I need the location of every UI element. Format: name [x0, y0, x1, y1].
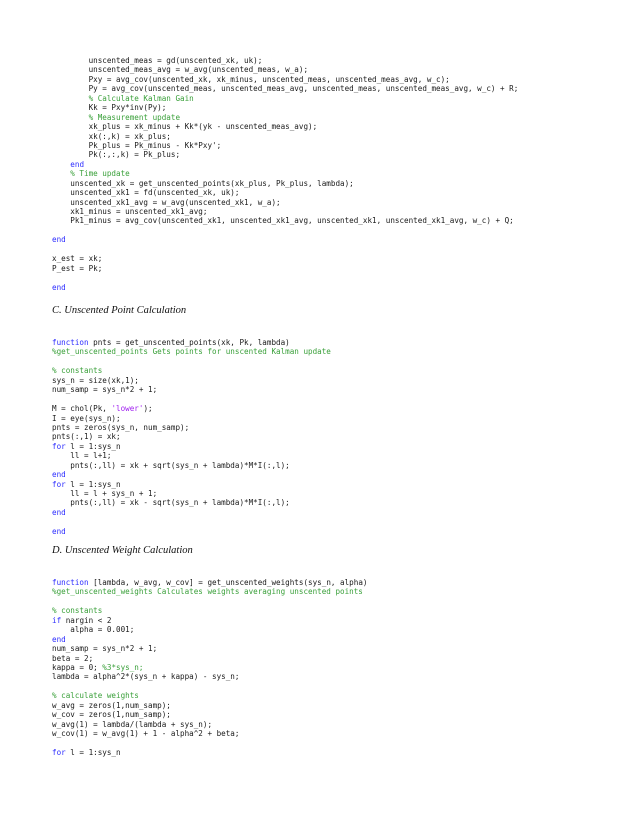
code-line [52, 357, 331, 366]
code-string: 'lower' [111, 404, 144, 414]
code-comment: % Time update [52, 169, 130, 179]
code-line [52, 701, 367, 710]
code-line [52, 625, 367, 634]
code-line [52, 188, 518, 197]
code-text: nargin < 2 [61, 615, 112, 625]
code-text: pnts(:,ll) = xk - sqrt(sys_n + lambda)*M*I(:,l); [52, 498, 290, 508]
code-text: pnts = get_unscented_points(xk, Pk, lambda) [88, 338, 290, 347]
code-line [52, 385, 331, 394]
code-line [52, 122, 518, 131]
section-heading-c: C. Unscented Point Calculation [52, 305, 187, 316]
code-text: xk(:,k) = xk_plus; [52, 131, 171, 141]
code-line [52, 395, 331, 404]
code-line [52, 691, 367, 700]
code-line [52, 587, 367, 596]
code-line [52, 216, 518, 225]
code-text: kappa = 0; [52, 662, 103, 672]
code-line [52, 508, 331, 517]
code-keyword: function [52, 338, 89, 347]
code-line [52, 347, 331, 356]
code-line [52, 682, 367, 691]
code-line [52, 84, 518, 93]
code-line [52, 635, 367, 644]
code-keyword: end [52, 282, 66, 292]
code-line [52, 720, 367, 729]
code-line [52, 710, 367, 719]
code-keyword: for [52, 747, 66, 757]
code-line [52, 461, 331, 470]
code-line [52, 729, 367, 738]
code-line [52, 132, 518, 141]
code-text: Kk = Pxy*inv(Py); [52, 103, 167, 113]
code-line [52, 663, 367, 672]
code-line [52, 616, 367, 625]
code-line [52, 198, 518, 207]
code-text: Pxy = avg_cov(unscented_xk, xk_minus, unscented_meas, unscented_meas_avg, w_c); [52, 74, 450, 84]
code-line [52, 423, 331, 432]
code-text: I = eye(sys_n); [52, 413, 121, 423]
code-comment: % constants [52, 366, 103, 376]
code-text: ll = l + sys_n + 1; [52, 489, 158, 498]
code-line [52, 226, 518, 235]
code-line [52, 235, 518, 244]
code-line [52, 160, 518, 169]
code-line [52, 169, 518, 178]
code-text: lambda = alpha^2*(sys_n + kappa) - sys_n; [52, 672, 240, 682]
code-text: Pk1_minus = avg_cov(unscented_xk1, unscented_xk1_avg, unscented_xk1, unscented_xk1_avg, w_c) + Q; [52, 216, 514, 226]
code-text: Py = avg_cov(unscented_meas, unscented_meas_avg, unscented_meas, unscented_meas_avg, w_c) + R; [52, 84, 519, 94]
code-keyword: end [70, 159, 85, 169]
code-block-unscented-points [52, 338, 331, 536]
code-line [52, 103, 518, 112]
code-text: w_avg(1) = lambda/(lambda + sys_n); [52, 719, 213, 729]
code-line [52, 338, 331, 347]
code-line [52, 597, 367, 606]
code-line [52, 56, 518, 65]
code-line [52, 527, 331, 536]
code-line [52, 748, 367, 757]
code-line [52, 141, 518, 150]
code-text: beta = 2; [52, 653, 94, 663]
code-text: xk1_minus = unscented_xk1_avg; [52, 207, 208, 216]
code-line [52, 366, 331, 375]
code-line [52, 578, 367, 587]
code-line [52, 283, 518, 292]
code-text: w_cov(1) = w_avg(1) + 1 - alpha^2 + beta; [52, 729, 240, 738]
code-line [52, 480, 331, 489]
code-keyword: end [52, 526, 66, 536]
code-line [52, 94, 518, 103]
code-text: [lambda, w_avg, w_cov] = get_unscented_weights(sys_n, alpha) [88, 578, 368, 587]
code-line [52, 489, 331, 498]
code-line [52, 75, 518, 84]
code-keyword: if [52, 615, 62, 625]
code-line [52, 404, 331, 413]
code-comment: %3*sys_n; [102, 662, 144, 672]
code-text: Pk_plus = Pk_minus - Kk*Pxy'; [52, 140, 222, 150]
code-text: xk_plus = xk_minus + Kk*(yk - unscented_meas_avg); [52, 122, 318, 132]
code-line [52, 150, 518, 159]
code-line [52, 207, 518, 216]
code-line [52, 273, 518, 282]
code-keyword: function [52, 578, 89, 587]
code-line [52, 179, 518, 188]
code-keyword: end [52, 235, 66, 245]
code-keyword: for [52, 441, 66, 451]
code-text [52, 160, 70, 169]
code-text: Pk(:,:,k) = Pk_plus; [52, 150, 181, 160]
code-text: sys_n = size(xk,1); [52, 375, 139, 385]
code-text: pnts(:,ll) = xk + sqrt(sys_n + lambda)*M*I(:,l); [52, 460, 290, 470]
code-text: num_samp = sys_n*2 + 1; [52, 385, 158, 395]
code-keyword: end [52, 634, 66, 644]
code-comment: %get_unscented_weights Calculates weights averaging unscented points [52, 587, 363, 597]
code-line [52, 414, 331, 423]
code-text: unscented_xk = get_unscented_points(xk_plus, Pk_plus, lambda); [52, 178, 354, 188]
code-text: pnts(:,1) = xk; [52, 432, 121, 442]
code-text: w_cov = zeros(1,num_samp); [52, 710, 171, 720]
code-line [52, 432, 331, 441]
code-line [52, 65, 518, 74]
code-line [52, 644, 367, 653]
code-line [52, 442, 331, 451]
code-line [52, 672, 367, 681]
section-heading-d: D. Unscented Weight Calculation [52, 545, 193, 556]
code-text: unscented_xk1_avg = w_avg(unscented_xk1, w_a); [52, 197, 281, 207]
code-text: unscented_meas_avg = w_avg(unscented_meas, w_a); [52, 65, 309, 75]
code-text: ll = l+1; [52, 451, 112, 461]
code-line [52, 376, 331, 385]
code-text: l = 1:sys_n [65, 441, 121, 451]
code-text: pnts = zeros(sys_n, num_samp); [52, 422, 190, 432]
code-line [52, 498, 331, 507]
code-text: unscented_meas = gd(unscented_xk, uk); [52, 56, 263, 65]
code-text: l = 1:sys_n [65, 747, 121, 757]
code-line [52, 245, 518, 254]
code-comment: %get_unscented_points Gets points for unscented Kalman update [52, 347, 331, 357]
code-text: P_est = Pk; [52, 263, 103, 273]
code-comment: % constants [52, 606, 103, 616]
code-text: M = chol(Pk, [52, 404, 112, 414]
code-comment: % Measurement update [52, 112, 181, 122]
code-line [52, 470, 331, 479]
code-line [52, 517, 331, 526]
code-block-unscented-weights [52, 578, 367, 757]
code-comment: % Calculate Kalman Gain [52, 93, 194, 103]
code-line [52, 264, 518, 273]
code-text: ); [143, 404, 153, 414]
code-comment: % calculate weights [52, 691, 139, 701]
code-line [52, 113, 518, 122]
code-keyword: end [52, 507, 66, 517]
code-line [52, 254, 518, 263]
code-line [52, 654, 367, 663]
code-line [52, 451, 331, 460]
code-line [52, 606, 367, 615]
code-text: num_samp = sys_n*2 + 1; [52, 644, 158, 654]
code-text: l = 1:sys_n [65, 479, 121, 489]
code-keyword: for [52, 479, 66, 489]
code-text: unscented_xk1 = fd(unscented_xk, uk); [52, 188, 240, 198]
code-block-kalman-update [52, 56, 518, 292]
code-text: x_est = xk; [52, 254, 103, 264]
code-text: w_avg = zeros(1,num_samp); [52, 700, 171, 710]
code-keyword: end [52, 470, 66, 480]
code-line [52, 738, 367, 747]
code-text: alpha = 0.001; [52, 625, 135, 635]
